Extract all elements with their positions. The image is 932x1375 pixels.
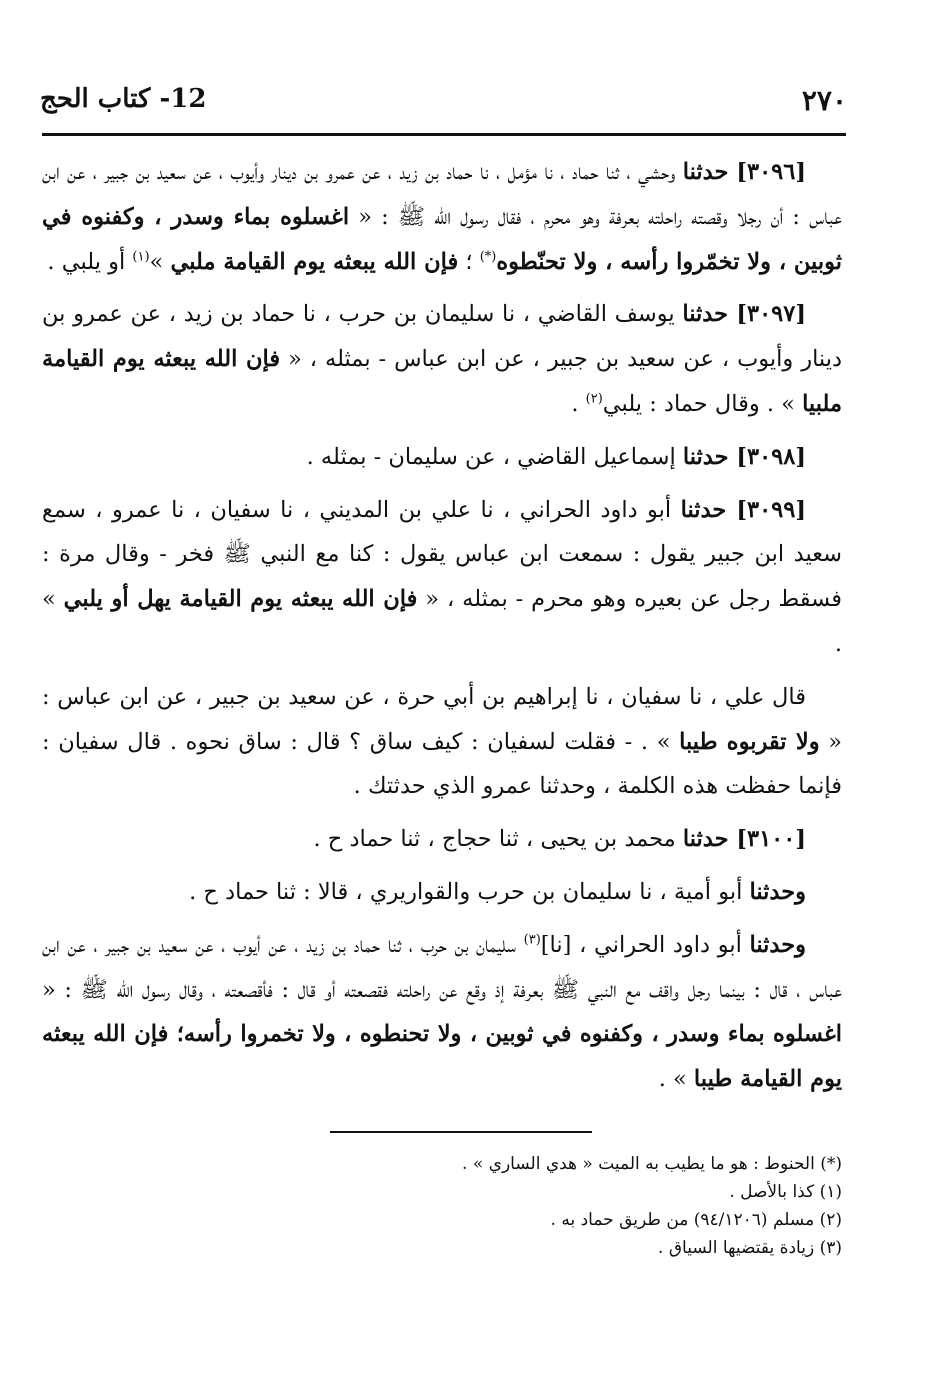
text-run: أبو داود الحراني ، نا علي بن المديني ، نا سفيان ، نا عمرو ، سمع سعيد ابن جبير يقول : سمعت ابن عباس يقول : كنا مع النبي ﷺ فخر - وقال مرة : فسقط رجل عن بعيره وهو محرم - بمثله ، « bbox=[42, 496, 842, 613]
bold-text: اغسلوه بماء وسدر ، وكفنوه في ثوبين ، ولا تخمّروا رأسه ، ولا تحنّطوه bbox=[42, 203, 842, 275]
bold-text: فإن الله يبعثه يوم القيامة ملبيا bbox=[42, 346, 842, 417]
text-run: إسماعيل القاضي ، عن سليمان - بمثله . bbox=[306, 443, 683, 470]
text-run: أبو داود الحراني ، [نا] bbox=[540, 931, 750, 958]
hadith-paragraph-p3100 bbox=[42, 817, 842, 862]
footnote-item: (٢) مسلم (٩٤/١٢٠٦) من طريق حماد به . bbox=[550, 1210, 842, 1230]
bold-text: وحدثنا bbox=[749, 878, 806, 905]
page-number: ٢٧٠ bbox=[801, 84, 847, 117]
bold-text: وحدثنا bbox=[749, 931, 806, 958]
text-run: أو يلبي . bbox=[47, 248, 133, 275]
bold-text: [٣٠٩٨] حدثنا bbox=[682, 443, 806, 470]
footnote-item: (١) كذا بالأصل . bbox=[729, 1182, 842, 1202]
footnotes bbox=[120, 1150, 842, 1262]
text-run: » bbox=[149, 248, 171, 275]
hadith-paragraph-p-ali bbox=[42, 675, 842, 809]
text-run: . bbox=[571, 390, 586, 417]
text-run: قال علي ، نا سفيان ، نا إبراهيم بن أبي حرة ، عن سعيد بن جبير ، عن ابن عباس : « bbox=[42, 683, 842, 755]
header-rule bbox=[42, 133, 846, 136]
bold-text: [٣٠٩٩] حدثنا bbox=[680, 496, 806, 523]
hadith-paragraph-p3096 bbox=[42, 150, 842, 284]
hadith-paragraph-p3097 bbox=[42, 292, 842, 426]
main-text bbox=[42, 150, 842, 1110]
text-run: أبو أمية ، نا سليمان بن حرب والقواريري ، قالا : ثنا حماد ح . bbox=[189, 878, 750, 905]
bold-text: [٣٠٩٦] حدثنا bbox=[682, 159, 806, 185]
footnote-marker: (١) bbox=[132, 249, 150, 265]
bold-text: اغسلوه بماء وسدر ، وكفنوه في ثوبين ، ولا تحنطوه ، ولا تخمروا رأسه؛ فإن الله يبعثه يوم القيامة طيبا bbox=[42, 1021, 842, 1093]
footnote-item: (٣) زيادة يقتضيها السياق . bbox=[658, 1238, 842, 1258]
text-run: محمد بن يحيى ، ثنا حجاج ، ثنا حماد ح . bbox=[313, 826, 683, 853]
bold-text: فإن الله يبعثه يوم القيامة يهل أو يلبي bbox=[63, 586, 418, 613]
hadith-paragraph-p-umayya bbox=[42, 870, 842, 915]
text-run: وحشي ، ثنا حماد ، نا مؤمل ، نا حماد بن زيد ، عن عمرو بن دينار وأيوب ، عن سعيد بن جبير ، عن ابن عباس : أن رجلا وقصته راحلته بعرفة وهو محرم ، فقال رسول الله ﷺ : « bbox=[42, 159, 842, 230]
bold-text: [٣٠٩٧] حدثنا bbox=[682, 301, 806, 328]
text-run: يوسف القاضي ، نا سليمان بن حرب ، نا حماد بن زيد ، عن عمرو بن دينار وأيوب ، عن سعيد بن جبير ، عن ابن عباس - بمثله ، « bbox=[42, 301, 842, 373]
footnote-rule bbox=[330, 1131, 592, 1133]
text-run: ؛ bbox=[458, 248, 480, 275]
bold-text: فإن الله يبعثه يوم القيامة ملبي bbox=[170, 248, 459, 275]
footnote-marker: (*) bbox=[479, 249, 497, 265]
bold-text: ولا تقربوه طيبا bbox=[679, 728, 820, 755]
text-run: سليمان بن حرب ، ثنا حماد بن زيد ، عن أيوب ، عن سعيد بن جبير ، عن ابن عباس ، قال : بينما رجل واقف مع النبي ﷺ بعرفة إذ وقع عن راحلته فقصعته أو قال : فأقصعته ، وقال رسول الله ﷺ : « bbox=[42, 931, 842, 1003]
text-run: » . bbox=[42, 586, 842, 657]
bold-text: [٣١٠٠] حدثنا bbox=[682, 826, 806, 853]
text-run: » . وقال حماد : يلبي bbox=[602, 390, 803, 417]
footnote-marker: (٢) bbox=[585, 391, 603, 407]
hadith-paragraph-p3099 bbox=[42, 488, 842, 667]
hadith-paragraph-p-harrani bbox=[42, 923, 842, 1102]
footnote-marker: (٣) bbox=[523, 932, 541, 948]
page-header bbox=[40, 78, 847, 128]
text-run: » . - فقلت لسفيان : كيف ساق ؟ قال : ساق نحوه . قال سفيان : فإنما حفظت هذه الكلمة ، وحدثنا عمرو الذي حدثتك . bbox=[42, 728, 842, 800]
text-run: » . bbox=[658, 1066, 694, 1093]
hadith-paragraph-p3098 bbox=[42, 435, 842, 480]
footnote-item: (*) الحنوط : هو ما يطيب به الميت « هدي الساري » . bbox=[462, 1154, 842, 1174]
running-title: 12- كتاب الحج bbox=[40, 84, 207, 114]
